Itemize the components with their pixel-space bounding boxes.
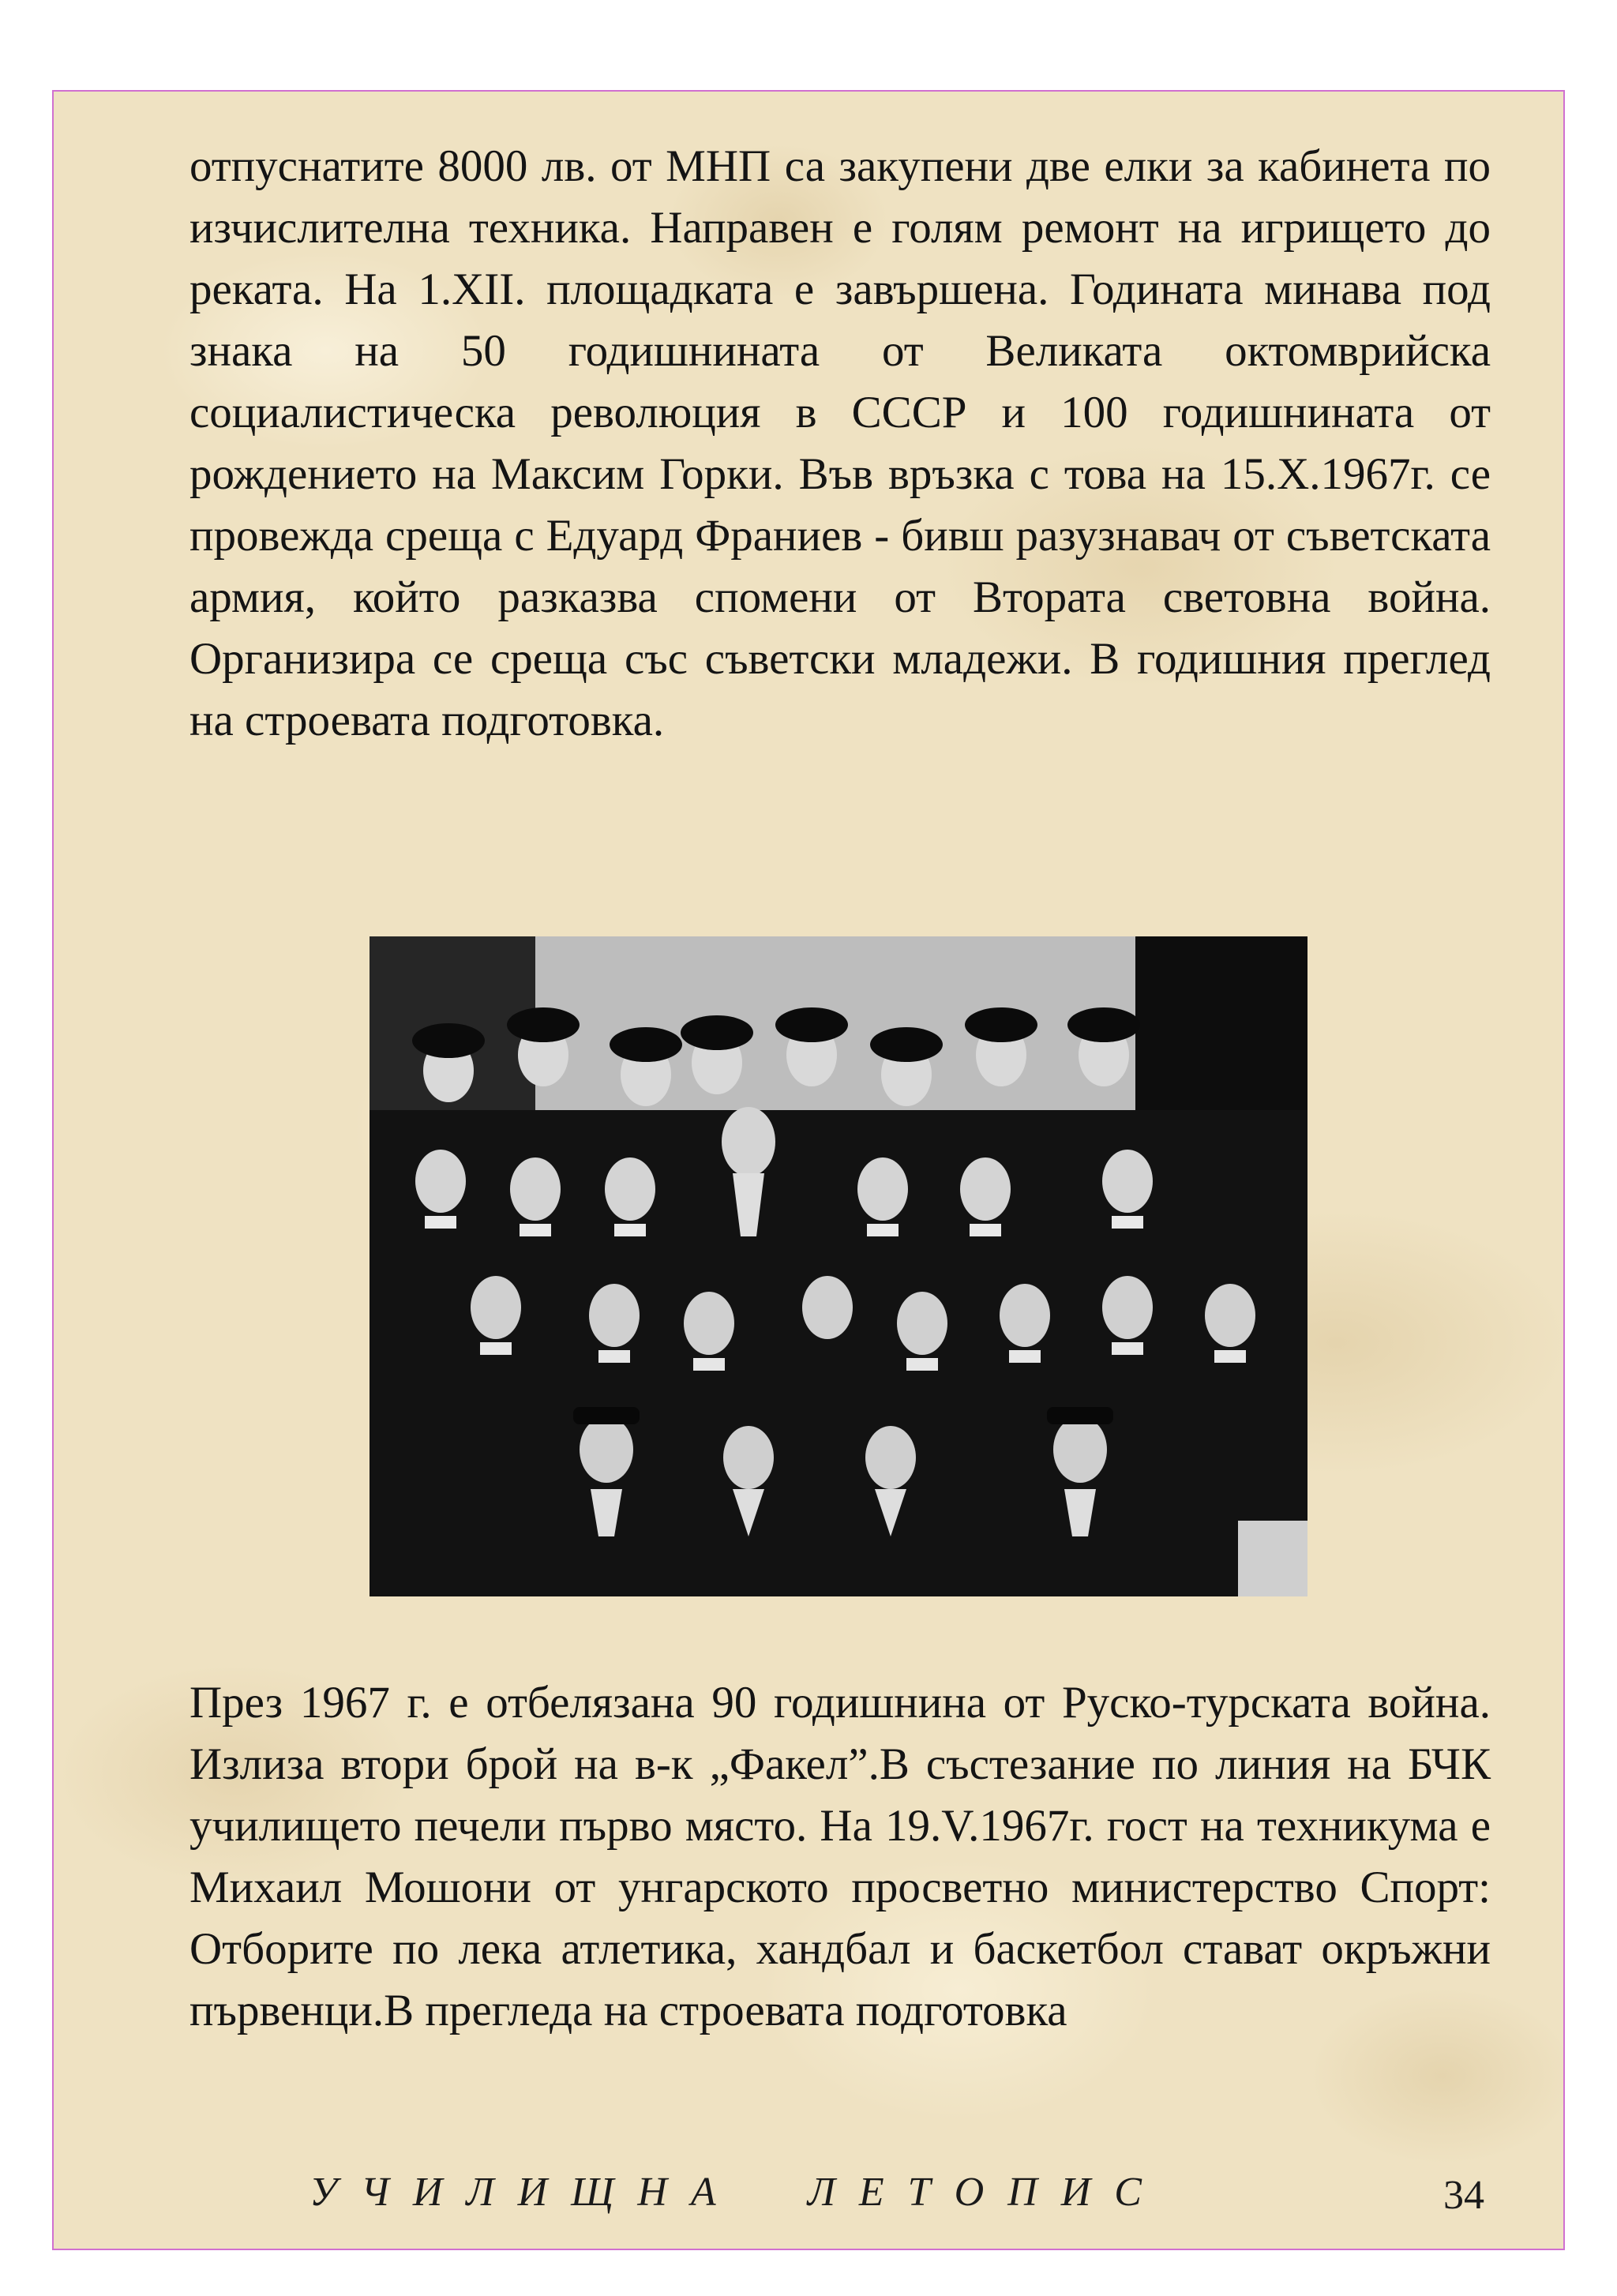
running-title: УЧИЛИЩНА ЛЕТОПИС — [310, 2170, 1165, 2215]
top-paragraph: отпуснатите 8000 лв. от МНП са закупени две елки за кабинета по изчислителна техника. Направен е голям ремонт на игрището до реката. На 1.XII. площадката е завършена. Годината минава под знака на 50 годишнината от Великата октомврийска социалистическа революция в СССР и 100 годишнината от рождението на Максим Горки. Във връзка с това на 15.X.1967г. се провежда среща с Едуард Франиев - бивш разузнавач от съветската армия, който разказва спомени от Втората световна война. Организира се среща със съветски младежи. В годишния преглед на строевата подготовка. — [189, 141, 1491, 745]
group-photo-illustration — [370, 936, 1307, 1596]
page-number: 34 — [1443, 2173, 1484, 2218]
page-footer — [0, 2169, 1617, 2232]
bottom-paragraph: През 1967 г. е отбелязана 90 годишнина от Руско-турската война. Излиза втори брой на в-к „Факел”.В състезание по линия на БЧК училището печели първо място. На 19.V.1967г. гост на техникума е Михаил Мошони от унгарското просветно министерство Спорт: Отборите по лека атлетика, хандбал и баскетбол стават окръжни първенци.В прегледа на строевата подготовка — [189, 1678, 1491, 2035]
group-photo — [370, 936, 1307, 1596]
